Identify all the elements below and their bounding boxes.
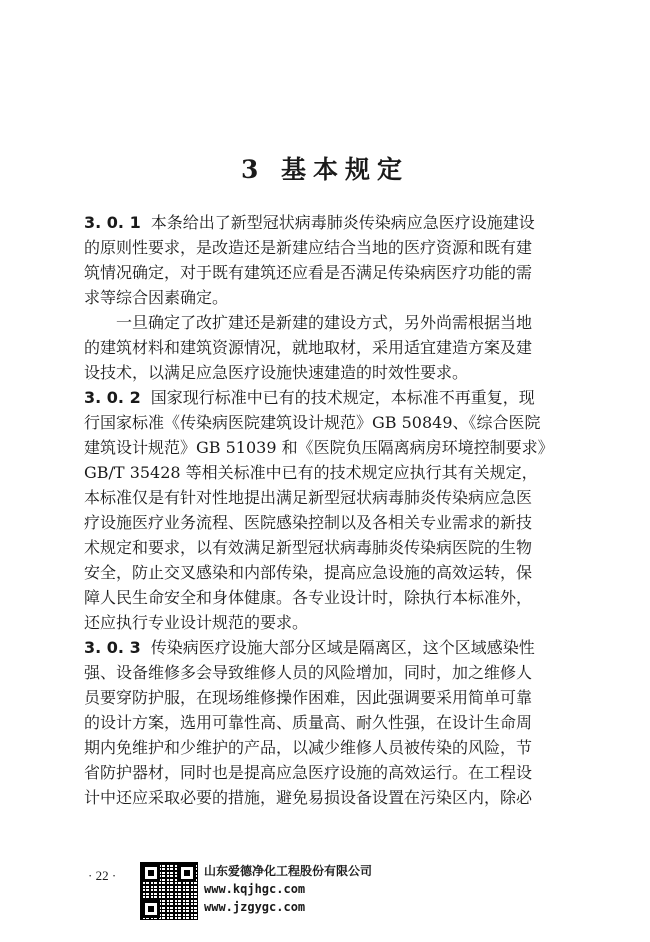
website-url: www.jzgygc.com	[204, 900, 306, 914]
qr-finder-icon	[178, 864, 196, 882]
text-line: 员要穿防护服，在现场维修操作困难，因此强调要采用简单可靠	[84, 688, 533, 707]
section-number: 3. 0. 2	[84, 388, 141, 407]
text-line: 求等综合因素确定。	[84, 288, 229, 307]
chapter-title: 3 基本规定	[240, 155, 410, 184]
text-line: 的设计方案，选用可靠性高、质量高、耐久性强，在设计生命周	[84, 713, 533, 732]
text-line: 安全，防止交叉感染和内部传染，提高应急设施的高效运转，保	[84, 563, 533, 582]
text-line: 3. 0. 1 本条给出了新型冠状病毒肺炎传染病应急医疗设施建设	[84, 213, 535, 232]
qr-finder-icon	[142, 900, 160, 918]
section-3-0-2	[84, 385, 574, 635]
text-line: 行国家标准《传染病医院建筑设计规范》GB 50849、《综合医院	[84, 413, 541, 432]
section-number: 3. 0. 3	[84, 638, 141, 657]
text-line: GB/T 35428 等相关标准中已有的技术规定应执行其有关规定，	[84, 463, 538, 482]
page-number: · 22 ·	[88, 868, 117, 883]
text-line: 省防护器材，同时也是提高应急医疗设施的高效运行。在工程设	[84, 763, 533, 782]
text-line: 的原则性要求，是改造还是新建应结合当地的医疗资源和既有建	[84, 238, 533, 257]
publisher-info	[204, 862, 372, 916]
text-line: 计中还应采取必要的措施，避免易损设备设置在污染区内，除必	[84, 788, 533, 807]
website-url: www.kqjhgc.com	[204, 882, 306, 896]
page-footer	[88, 862, 488, 924]
text-line: 本标准仅是有针对性地提出满足新型冠状病毒肺炎传染病应急医	[84, 488, 533, 507]
text-line: 设技术，以满足应急医疗设施快速建造的时效性要求。	[84, 363, 469, 382]
section-number: 3. 0. 1	[84, 213, 141, 232]
text-line: 强、设备维修多会导致维修人员的风险增加，同时，加之维修人	[84, 663, 533, 682]
text-line: 术规定和要求，以有效满足新型冠状病毒肺炎传染病医院的生物	[84, 538, 533, 557]
qr-code-icon	[140, 862, 198, 920]
text-line: 疗设施医疗业务流程、医院感染控制以及各相关专业需求的新技	[84, 513, 533, 532]
qr-finder-icon	[142, 864, 160, 882]
text-line: 障人民生命安全和身体健康。各专业设计时，除执行本标准外，	[84, 588, 533, 607]
section-3-0-1	[84, 210, 574, 385]
text-line: 建筑设计规范》GB 51039 和《医院负压隔离病房环境控制要求》	[84, 438, 554, 457]
text-line: 的建筑材料和建筑资源情况，就地取材，采用适宜建造方案及建	[84, 338, 533, 357]
text-line: 3. 0. 2 国家现行标准中已有的技术规定，本标准不再重复，现	[84, 388, 535, 407]
body-text	[84, 210, 574, 810]
text-line: 期内免维护和少维护的产品，以减少维修人员被传染的风险，节	[84, 738, 533, 757]
text-line: 还应执行专业设计规范的要求。	[84, 613, 309, 632]
company-name: 山东爱德净化工程股份有限公司	[204, 864, 373, 878]
section-3-0-3	[84, 635, 574, 810]
text-line: 筑情况确定，对于既有建筑还应看是否满足传染病医疗功能的需	[84, 263, 533, 282]
text-line: 一旦确定了改扩建还是新建的建设方式，另外尚需根据当地	[116, 313, 533, 332]
text-line: 3. 0. 3 传染病医疗设施大部分区域是隔离区，这个区域感染性	[84, 638, 535, 657]
